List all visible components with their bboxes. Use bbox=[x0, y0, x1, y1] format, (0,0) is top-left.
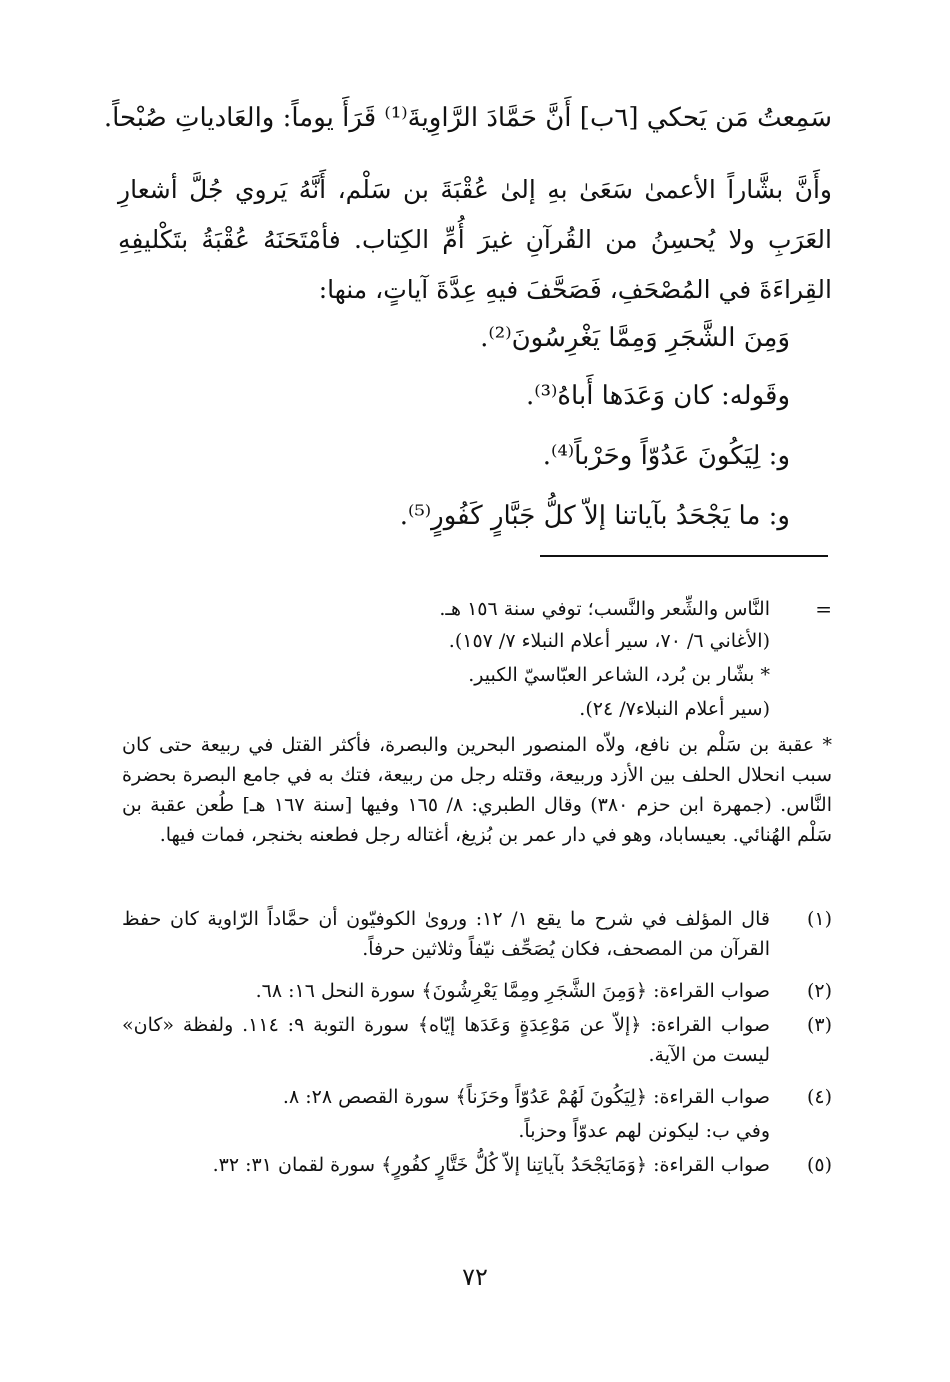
footnote-continuation-line-3: * بشّار بن بُرد، الشاعر العبّاسيّ الكبير. bbox=[468, 664, 770, 686]
footnote-4 bbox=[122, 1082, 832, 1112]
footnote-text: صواب القراءة: ﴿لِيَكُونَ لَهُمْ عَدُوّاً وحَزَناً﴾ سورة القصص ٢٨: ٨. bbox=[282, 1086, 770, 1108]
main-text-line-1: سَمِعتُ مَن يَحكي [٦ب] أَنَّ حَمَّادَ الرَّاوِيةَ⁽¹⁾ قَرَأَ يوماً: والعَادياتِ صُبْحاً. bbox=[103, 103, 832, 133]
footnote-2 bbox=[122, 976, 832, 1006]
verse-1: وَمِنَ الشَّجَرِ وَمِمَّا يَغْرِسُونَ⁽²⁾. bbox=[480, 323, 790, 353]
footnote-uqba-block: * عقبة بن سَلْم بن نافع، ولاّه المنصور البحرين والبصرة، فأكثر القتل في ربيعة حتى كان سبب انحلال الحلف بين الأزد وربيعة، وقتله رجل من ربيعة، فتك به في جامع البصرة بحضرة النَّاس. (جمهرة ابن حزم ٣٨٠) وقال الطبري: ٨/ ١٦٥ وفيها [سنة ١٦٧ هـ] طُعن عقبة بن سَلْم الهُنائي. بعيساباد، وهو في دار عمر بن بُزيغ، أغتاله رجل فطعنه بخنجر، فمات فيها. bbox=[122, 734, 833, 846]
footnote-5 bbox=[122, 1150, 832, 1180]
footnote-text: صواب القراءة: ﴿وَمَايَجْحَدُ بآياتِنا إلاّ كُلُّ خَتَّارٍ كفُورٍ﴾ سورة لقمان ٣١: ٣٢. bbox=[212, 1154, 770, 1176]
footnote-text: صواب القراءة: ﴿وَمِنَ الشَّجَرِ ومِمَّا يَعْرِشُونَ﴾ سورة النحل ١٦: ٦٨. bbox=[255, 980, 770, 1002]
footnote-number: (١) bbox=[806, 908, 832, 930]
footnote-continuation-line-2: (الأغاني ٦/ ٧٠، سير أعلام النبلاء ٧/ ١٥٧). bbox=[448, 630, 770, 652]
footnote-separator bbox=[540, 555, 828, 557]
footnote-continuation-line-1: النَّاس والشِّعر والنَّسب؛ توفي سنة ١٥٦ هـ. bbox=[439, 598, 770, 620]
footnote-number: (٣) bbox=[806, 1014, 832, 1036]
footnote-3 bbox=[122, 1010, 832, 1070]
footnote-continuation-mark: = bbox=[815, 597, 832, 621]
footnote-4-variant bbox=[122, 1116, 832, 1146]
footnote-continuation-line-4: (سير أعلام النبلاء٧/ ٢٤). bbox=[579, 698, 770, 720]
footnote-number: (٢) bbox=[806, 980, 832, 1002]
main-paragraph: وأَنَّ بشَّاراً الأعمىٰ سَعَىٰ بهِ إلىٰ عُقْبَةَ بن سَلْم، أَنَّهُ يَروي جُلَّ أشعارِ العَرَبِ ولا يُحسِنُ من القُرآنِ غيرَ أُمِّ الكِتاب. فأمْتَحَنَهُ عُقْبَةُ بتَكْليفِهِ القِراءَةَ في المُصْحَفِ، فَصَحَّفَ فيهِ عِدَّةَ آياتٍ، منها: bbox=[118, 175, 832, 304]
footnote-number: (٥) bbox=[806, 1154, 832, 1176]
footnote-text: صواب القراءة: ﴿إلاّ عن مَوْعِدَةٍ وَعَدَها إيّاه﴾ سورة التوبة ٩: ١١٤. ولفظة «كان» ليست من الآية. bbox=[122, 1014, 770, 1066]
footnote-text: قال المؤلف في شرح ما يقع ١/ ١٢: وروىٰ الكوفيّون أن حمَّاداً الرّاوية كان حفظ القرآن من المصحف، فكان يُصَحِّف نيّفاً وثلاثين حرفاً. bbox=[122, 908, 770, 960]
footnote-text: وفي ب: ليكونن لهم عدوّاً وحزباً. bbox=[518, 1120, 770, 1142]
verse-4: و: ما يَجْحَدُ بآياتنا إلاّ كلُّ جَبَّارٍ كَفُورٍ⁽⁵⁾. bbox=[399, 501, 790, 531]
verse-2: وقَوله: كان وَعَدَها أَباهُ⁽³⁾. bbox=[525, 381, 790, 411]
footnote-number: (٤) bbox=[806, 1086, 832, 1108]
footnote-1 bbox=[122, 904, 832, 964]
verse-3: و: لِيَكُونَ عَدُوّاً وحَرْباً⁽⁴⁾. bbox=[542, 441, 790, 471]
page-number: ٧٢ bbox=[462, 1263, 488, 1291]
